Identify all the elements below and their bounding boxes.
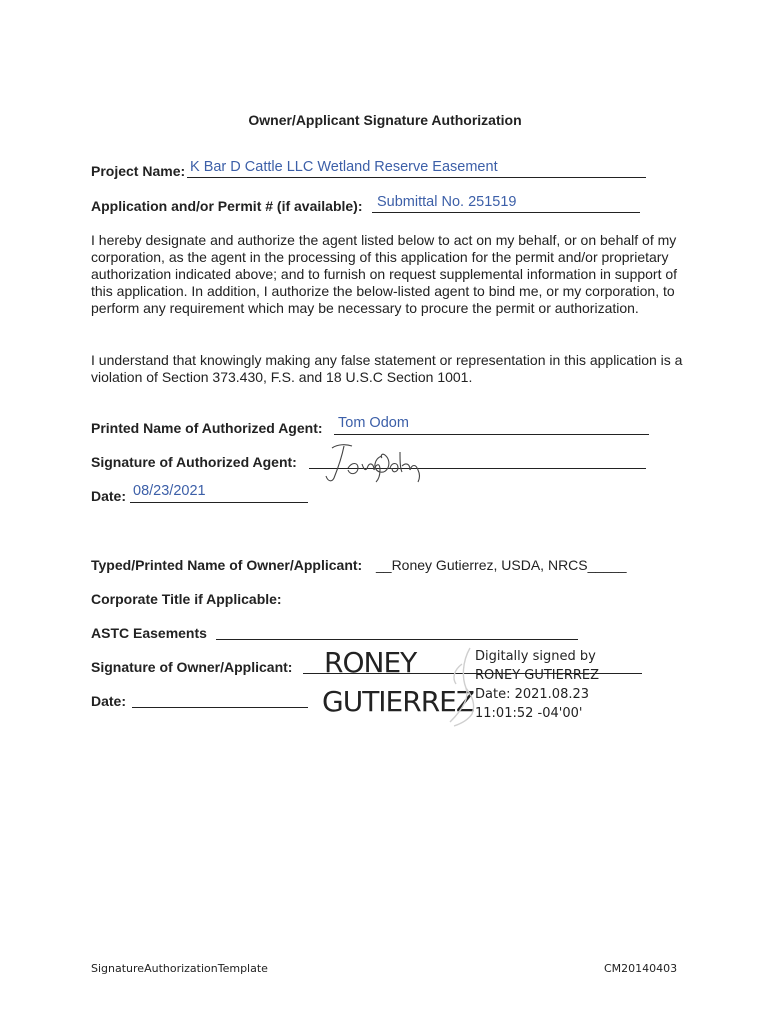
agent-date-field[interactable]: 08/23/2021	[133, 483, 206, 499]
owner-name-field[interactable]: __Roney Gutierrez, USDA, NRCS_____	[376, 557, 627, 573]
digital-signature-details	[475, 647, 599, 723]
astc-easements-label: ASTC Easements	[91, 625, 207, 641]
application-field[interactable]: Submittal No. 251519	[377, 194, 517, 210]
false-statement-paragraph: I understand that knowingly making any false statement or representation in this application is a violation of Section 373.430, F.S. and 18 U.S.C Section 1001.	[91, 352, 683, 385]
agent-date-label: Date:	[91, 488, 127, 504]
owner-date-line	[132, 707, 308, 708]
agent-name-label: Printed Name of Authorized Agent:	[91, 420, 323, 436]
agent-name-line	[334, 434, 649, 435]
digital-signature-detail-line: Date: 2021.08.23	[475, 687, 590, 702]
project-name-line	[187, 177, 646, 178]
project-name-label: Project Name:	[91, 163, 186, 179]
digital-signature-name-line1: RONEY	[324, 646, 417, 679]
agent-signature-label: Signature of Authorized Agent:	[91, 454, 297, 470]
digital-signature-detail-line: Digitally signed by	[475, 649, 596, 664]
agent-handwritten-signature	[322, 442, 426, 484]
application-line	[372, 212, 640, 213]
owner-date-label: Date:	[91, 693, 127, 709]
digital-signature-detail-line: RONEY GUTIERREZ	[475, 668, 600, 683]
digital-signature-detail-line: 11:01:52 -04'00'	[475, 706, 583, 721]
corporate-title-label: Corporate Title if Applicable:	[91, 591, 282, 607]
digital-signature-name-line2: GUTIERREZ	[322, 685, 475, 718]
agent-name-field[interactable]: Tom Odom	[338, 415, 409, 431]
agent-date-line	[130, 502, 308, 503]
footer-template-name: SignatureAuthorizationTemplate	[91, 962, 268, 975]
astc-easements-line	[216, 639, 578, 640]
project-name-field[interactable]: K Bar D Cattle LLC Wetland Reserve Easement	[190, 159, 498, 175]
owner-signature-label: Signature of Owner/Applicant:	[91, 659, 293, 675]
owner-name-label: Typed/Printed Name of Owner/Applicant:	[91, 557, 363, 573]
footer-code: CM20140403	[604, 962, 678, 975]
page-title: Owner/Applicant Signature Authorization	[248, 112, 522, 128]
application-label: Application and/or Permit # (if available):	[91, 198, 363, 214]
authorization-paragraph: I hereby designate and authorize the agent listed below to act on my behalf, or on behalf of my corporation, as the agent in the processing of this application for the permit and/or proprietary authorization indicated above; and to furnish on request supplemental information in support of this application. In addition, I authorize the below-listed agent to bind me, or my corporation, to perform any requirement which may be necessary to procure the permit or authorization.	[91, 232, 678, 316]
